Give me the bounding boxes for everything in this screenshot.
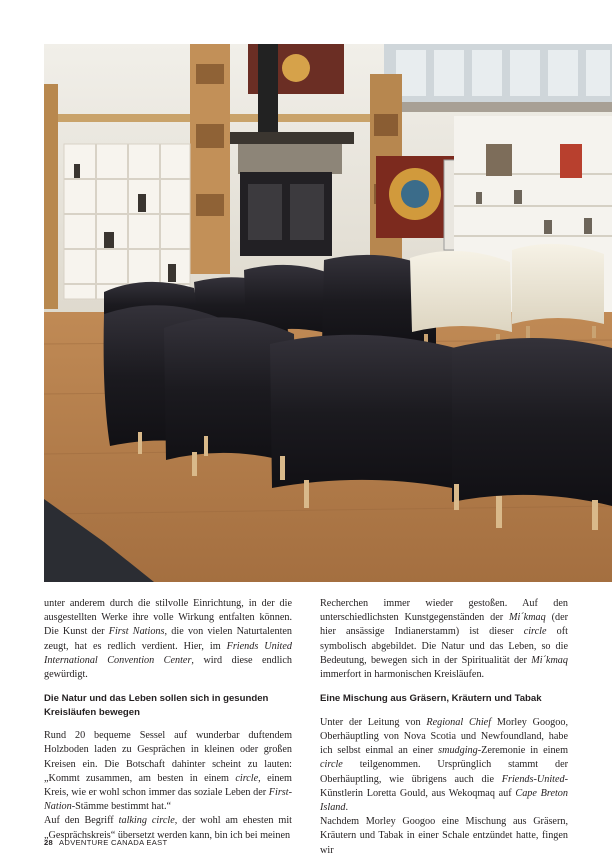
paragraph: Recherchen immer wieder gestoßen. Auf den unterschiedlichsten Kunstgegenständen der Mi´kmaq (der hier ansässige Indianerstamm) ist dieser circle oft symbolisch abgebildet. Die Natur und das Leben, so die Bedeutung, bewegen sich in der Spiritualität der Mi´kmaq immerfort in harmonischen Kreisläufen. bbox=[320, 598, 568, 681]
left-column bbox=[44, 597, 292, 843]
paragraph: Nachdem Morley Googoo eine Mischung aus Gräsern, Kräutern und Tabak in einer Schale entzündet hatte, fingen wir bbox=[320, 816, 568, 856]
paragraph: unter anderem durch die stilvolle Einrichtung, in der die ausgestellten Werke ihre volle Wirkung entfalten können. Die Kunst der First Nations, die von vielen Naturtalenten zeugt, hat es redlich verdient. Hier, im Friends United International Convention Center, wird diese endlich gewürdigt. bbox=[44, 598, 293, 681]
subheading: Die Natur und das Leben sollen sich in gesunden Kreisläufen bewegen bbox=[44, 693, 269, 718]
interior-photo bbox=[44, 44, 612, 582]
subheading: Eine Mischung aus Gräsern, Kräutern und Tabak bbox=[320, 693, 542, 705]
page-number: 28 bbox=[44, 838, 54, 847]
right-column bbox=[320, 597, 568, 858]
publication-name: ADVENTURE CANADA EAST bbox=[59, 838, 168, 847]
paragraph: Auf den Begriff talking circle, der wohl am ehesten mit „Gesprächskreis“ übersetzt werden kann, bin ich bei meinen bbox=[44, 815, 292, 841]
paragraph: Rund 20 bequeme Sessel auf wunderbar duftendem Holzboden laden zu Gesprächen in kleinen oder großen Kreisen ein. Die Botschaft dahinter scheint zu lauten: „Kommt zusammen, am besten in einem circle, einem Kreis, wie er wohl schon immer das soziale Leben der First-Nation-Stämme bestimmt hat.“ bbox=[44, 730, 292, 813]
paragraph: Unter der Leitung von Regional Chief Morley Googoo, Oberhäuptling von Nova Scotia und Newfoundland, habe ich selbst einmal an einer smudging-Zeremonie in einem circle teilgenommen. Ursprünglich stammt der Oberhäuptling, wie übrigens auch die Friends-United-Künstlerin Loretta Gould, aus Wekoqmaq auf Cape Breton Island. bbox=[320, 716, 568, 813]
page-footer bbox=[44, 838, 167, 847]
